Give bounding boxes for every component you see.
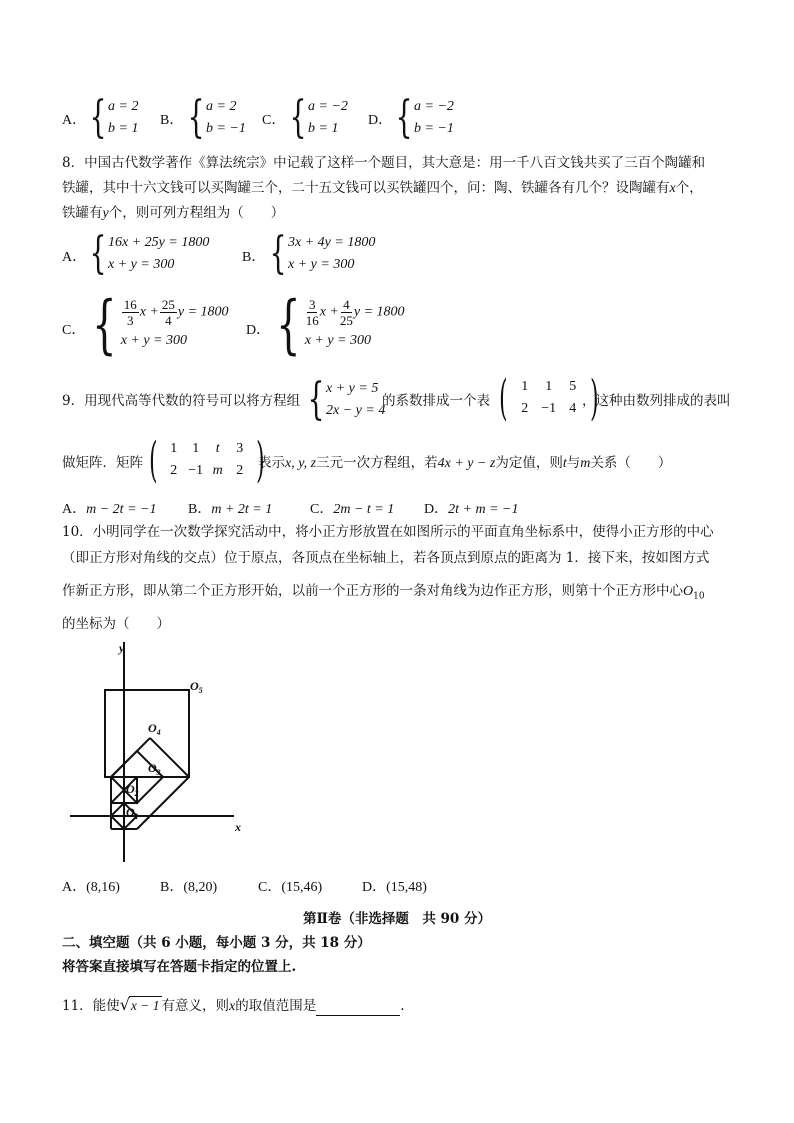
frac-denominator: 4 bbox=[165, 312, 172, 328]
q9-eq2: 2x − y = 4 bbox=[326, 403, 386, 418]
q8-line2-text: 铁罐，其中十六文钱可以买陶罐三个，二十五文钱可以买铁罐四个，问：陶、铁罐各有几个？设陶罐有 bbox=[62, 180, 670, 196]
q11-pre: 11．能使 bbox=[62, 998, 120, 1014]
q8-d-eq1 bbox=[305, 297, 405, 328]
square-4-diagonal bbox=[134, 777, 189, 829]
q11-end: . bbox=[400, 998, 405, 1014]
brace-icon: { bbox=[269, 228, 287, 279]
q8-option-a-system bbox=[84, 228, 210, 279]
q8-option-d-system bbox=[268, 288, 405, 362]
q8-a-eq1: 16x + 25y = 1800 bbox=[108, 235, 210, 250]
q9-eq1: x + y = 5 bbox=[326, 381, 379, 396]
frac-denominator: 3 bbox=[126, 312, 134, 328]
q8-b-eq1: 3x + 4y = 1800 bbox=[288, 235, 376, 250]
q8-option-a-letter: A． bbox=[62, 250, 87, 265]
q9-var-m: m bbox=[580, 456, 591, 471]
option-letter: C． bbox=[310, 502, 334, 517]
label-o1 bbox=[126, 805, 139, 821]
brace-icon: { bbox=[395, 92, 413, 143]
q7-option-b-letter: B． bbox=[160, 113, 184, 128]
q9-pre: 9．用现代高等代数的符号可以将方程组 bbox=[62, 393, 301, 409]
q7-option-b-system bbox=[182, 92, 246, 143]
label-o: O bbox=[148, 761, 157, 775]
q9-text: 表示 bbox=[258, 455, 285, 471]
part2-instruction: 将答案直接填写在答题卡指定的位置上. bbox=[62, 959, 297, 975]
brace-icon: { bbox=[276, 288, 301, 362]
option-text: m + 2t = 1 bbox=[211, 502, 273, 517]
part2-section-heading: 二、填空题（共 6 小题，每小题 3 分，共 18 分） bbox=[62, 935, 371, 951]
q10-option-a bbox=[62, 876, 120, 896]
frac-numerator: 3 bbox=[308, 296, 316, 312]
q10-o10-sub: 10 bbox=[693, 591, 705, 602]
q8-var-y: y bbox=[102, 206, 109, 221]
table-cell: 1 bbox=[521, 379, 529, 394]
matrix-cell: 1 bbox=[192, 441, 200, 456]
label-o4 bbox=[148, 721, 161, 737]
option-letter: D． bbox=[362, 880, 387, 895]
q11-post: 的取值范围是 bbox=[235, 998, 317, 1014]
q9-option-c bbox=[310, 498, 394, 518]
q10-option-c bbox=[258, 876, 322, 896]
option-letter: B． bbox=[188, 502, 212, 517]
brace-icon: { bbox=[289, 92, 307, 143]
table-cell: 4 bbox=[569, 401, 577, 416]
q8-b-eq2: x + y = 300 bbox=[288, 257, 355, 272]
q9-option-d bbox=[424, 498, 518, 518]
frac-denominator: 16 bbox=[305, 312, 319, 328]
label-o3 bbox=[148, 761, 161, 777]
q8-d-mid: x + bbox=[319, 304, 339, 320]
q8-d-eq2: x + y = 300 bbox=[304, 332, 372, 348]
q7-c-eq1: a = −2 bbox=[308, 99, 348, 114]
q7-b-eq2: b = −1 bbox=[206, 121, 246, 136]
part2-title: 第Ⅱ卷（非选择题 共 90 分） bbox=[302, 911, 492, 927]
q9-text: 三元一次方程组，若 bbox=[316, 455, 438, 471]
left-paren-icon: ( bbox=[149, 432, 158, 488]
q8-var-x: x bbox=[669, 181, 676, 196]
x-axis-label: x bbox=[235, 820, 241, 834]
q8-option-c-letter: C． bbox=[62, 323, 86, 338]
q9-line2-rest bbox=[258, 454, 671, 473]
option-letter: D． bbox=[424, 502, 449, 517]
q8-d-tail: y = 1800 bbox=[353, 304, 405, 320]
q7-option-a-letter: A． bbox=[62, 113, 87, 128]
frac-numerator: 16 bbox=[123, 296, 137, 312]
frac-numerator: 25 bbox=[161, 296, 175, 312]
option-text: 2m − t = 1 bbox=[333, 502, 395, 517]
option-text: (8,20) bbox=[183, 880, 218, 895]
label-sub: 2 bbox=[134, 789, 139, 798]
frac-denominator: 25 bbox=[339, 312, 353, 328]
label-sub: 4 bbox=[156, 728, 161, 737]
q10-option-d bbox=[362, 876, 427, 896]
q9-line2-start: 做矩阵．矩阵 bbox=[62, 455, 143, 471]
q10-line4: 的坐标为（ ） bbox=[62, 616, 170, 632]
q9-option-b bbox=[188, 498, 272, 518]
q10-line2: （即正方形对角线的交点）位于原点，各顶点在坐标轴上，若各顶点到原点的距离为 1．接下来，按如图方式 bbox=[62, 550, 710, 566]
option-text: (15,48) bbox=[386, 880, 427, 895]
brace-icon: { bbox=[187, 92, 205, 143]
q7-a-eq2: b = 1 bbox=[108, 121, 139, 136]
q7-option-c-system bbox=[284, 92, 348, 143]
label-o: O bbox=[126, 782, 135, 796]
q8-line2 bbox=[62, 179, 703, 198]
label-sub: 3 bbox=[156, 768, 161, 777]
q10-o10: O bbox=[683, 584, 694, 599]
q8-line3-text: 铁罐有 bbox=[62, 205, 103, 221]
table-cell: 1 bbox=[545, 379, 553, 394]
q8-c-eq2: x + y = 300 bbox=[120, 332, 188, 348]
q8-c-tail: y = 1800 bbox=[177, 304, 229, 320]
y-axis-label: y bbox=[119, 641, 125, 655]
brace-icon: { bbox=[92, 288, 117, 362]
q10-figure bbox=[62, 636, 252, 866]
option-text: (8,16) bbox=[86, 880, 120, 895]
q10-line3-text: 作新正方形，即从第二个正方形开始，以前一个正方形的一条对角线为边作正方形，则第十个正方形中心 bbox=[62, 583, 683, 599]
q8-option-c-system bbox=[84, 288, 229, 362]
q7-d-eq1: a = −2 bbox=[414, 99, 454, 114]
q11-answer-blank[interactable] bbox=[316, 1001, 400, 1016]
q9-post: ，这种由数列排成的表叫 bbox=[582, 393, 731, 409]
option-text: (15,46) bbox=[281, 880, 323, 895]
brace-icon: { bbox=[307, 374, 325, 425]
q11-line bbox=[62, 996, 405, 1016]
frac-numerator: 4 bbox=[343, 296, 350, 312]
label-sub: 1 bbox=[134, 812, 139, 821]
matrix-cell: 1 bbox=[170, 441, 178, 456]
matrix-cell: 2 bbox=[236, 463, 244, 478]
matrix-cell: m bbox=[212, 463, 223, 478]
q8-option-d-letter: D． bbox=[246, 323, 271, 338]
q8-line1: 8．中国古代数学著作《算法统宗》中记载了这样一个题目，其大意是：用一千八百文钱共买了三百个陶罐和 bbox=[62, 155, 706, 171]
q9-mid: 的系数排成一个表 bbox=[382, 393, 490, 409]
option-letter: C． bbox=[258, 880, 282, 895]
q8-option-b-letter: B． bbox=[242, 250, 266, 265]
table-cell: 2 bbox=[521, 401, 529, 416]
q9-matrix-grid bbox=[163, 439, 251, 481]
q7-option-d-system bbox=[390, 92, 454, 143]
matrix-cell: −1 bbox=[188, 463, 204, 478]
q8-a-eq2: x + y = 300 bbox=[108, 257, 175, 272]
q9-matrix bbox=[144, 432, 269, 488]
matrix-cell: 2 bbox=[170, 463, 178, 478]
q9-system bbox=[302, 374, 386, 425]
q7-c-eq2: b = 1 bbox=[308, 121, 339, 136]
option-text: m − 2t = −1 bbox=[86, 502, 157, 517]
q9-vars: x, y, z bbox=[285, 456, 317, 471]
label-sub: 5 bbox=[198, 686, 203, 695]
option-letter: B． bbox=[160, 880, 184, 895]
q9-var-t: t bbox=[562, 456, 567, 471]
q9-text: 与 bbox=[566, 455, 581, 471]
table-cell: 5 bbox=[569, 379, 577, 394]
q8-option-b-system bbox=[264, 228, 376, 279]
right-paren-icon: ) bbox=[589, 370, 599, 426]
q8-line3-end: 个，则可列方程组为（ ） bbox=[108, 205, 285, 221]
q10-option-b bbox=[160, 876, 217, 896]
q7-option-d-letter: D． bbox=[368, 113, 393, 128]
q10-line3 bbox=[62, 582, 705, 606]
label-o: O bbox=[148, 721, 157, 735]
label-o: O bbox=[126, 805, 135, 819]
q9-expr: 4x + y − z bbox=[437, 456, 496, 471]
brace-icon: { bbox=[89, 228, 107, 279]
q11-radicand: x − 1 bbox=[130, 998, 160, 1013]
q9-table-grid bbox=[513, 377, 585, 419]
q10-line1: 10．小明同学在一次数学探究活动中，将小正方形放置在如图所示的平面直角坐标系中，使得小正方形的中心 bbox=[62, 524, 714, 540]
option-letter: A． bbox=[62, 880, 87, 895]
label-o5 bbox=[190, 679, 203, 695]
brace-icon: { bbox=[89, 92, 107, 143]
q7-option-a-system bbox=[84, 92, 139, 143]
sqrt-icon: √ bbox=[119, 995, 130, 1014]
left-paren-icon: ( bbox=[499, 370, 508, 426]
q11-var-x: x bbox=[229, 999, 236, 1014]
q8-c-mid: x + bbox=[139, 304, 159, 320]
q7-option-c-letter: C． bbox=[262, 113, 286, 128]
table-cell: −1 bbox=[541, 401, 557, 416]
q7-b-eq1: a = 2 bbox=[206, 99, 237, 114]
right-paren-icon: ) bbox=[255, 432, 265, 488]
q8-c-eq1 bbox=[121, 297, 229, 328]
option-text: 2t + m = −1 bbox=[448, 502, 519, 517]
q9-option-a bbox=[62, 498, 156, 518]
label-o: O bbox=[190, 679, 199, 693]
q9-text: 关系（ ） bbox=[590, 455, 672, 471]
matrix-cell: 3 bbox=[236, 441, 244, 456]
option-letter: A． bbox=[62, 502, 87, 517]
q9-text: 为定值，则 bbox=[495, 455, 563, 471]
q7-a-eq1: a = 2 bbox=[108, 99, 139, 114]
q11-mid: 有意义，则 bbox=[161, 998, 229, 1014]
q7-d-eq2: b = −1 bbox=[414, 121, 454, 136]
matrix-cell: t bbox=[215, 441, 220, 456]
q8-line2-end: 个， bbox=[675, 180, 703, 196]
q8-line3 bbox=[62, 204, 284, 223]
